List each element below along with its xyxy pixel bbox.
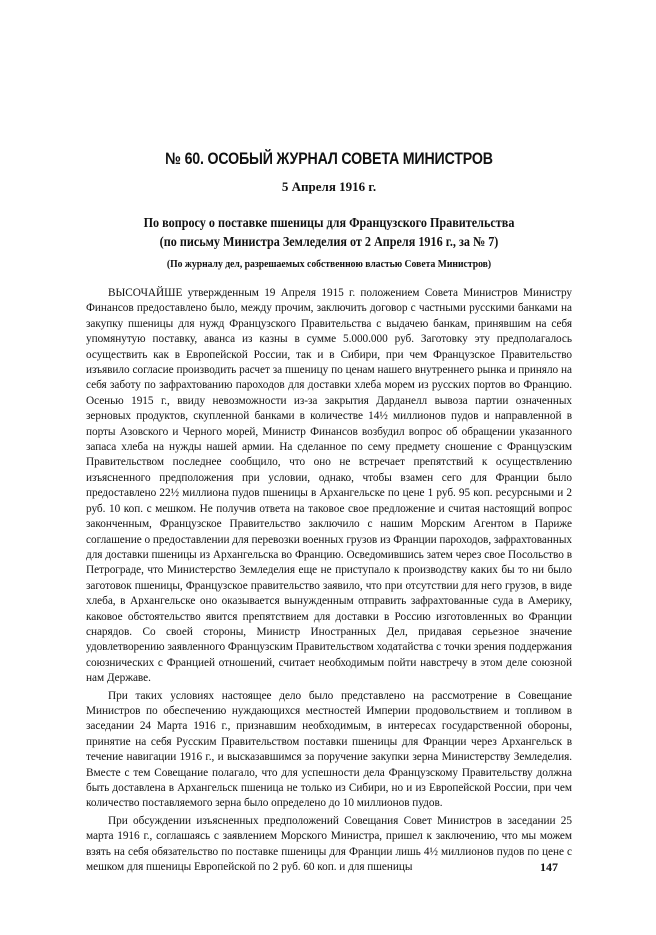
document-page — [86, 150, 572, 875]
document-subject — [86, 213, 572, 251]
document-title: № 60. ОСОБЫЙ ЖУРНАЛ СОВЕТА МИНИСТРОВ — [165, 150, 493, 168]
subject-line-2: (по письму Министра Земледелия от 2 Апреля 1916 г., за № 7) — [159, 234, 499, 249]
paragraph-2: При таких условиях настоящее дело было представлено на рассмотрение в Совещание Министров по обеспечению нуждающихся местностей Империи продовольствием и топливом в заседании 24 Марта 1916 г., признавшим необходимым, в интересах государственной обороны, принятие на себя Русским Правительством поставки пшеницы для Франции через Архангельск в течение навигации 1916 г., и высказавшимся за поручение закупки зерна Министерству Земледелия. Вместе с тем Совещание полагало, что для успешности дела Французскому Правительству должна быть доставлена в Архангельск пшеница не только из Сибири, но и из Европейской России, при чем количество поставляемого зерна было определено до 10 миллионов пудов. — [86, 689, 572, 810]
document-body — [86, 286, 572, 875]
document-date: 5 Апреля 1916 г. — [281, 179, 377, 194]
paragraph-3: При обсуждении изъясненных предположений Совещания Совет Министров в заседании 25 марта 1916 г., соглашаясь с заявлением Морского Министра, пришел к заключению, что мы можем взять на себя обязательство по поставке пшеницы для Франции лишь 4½ миллионов пудов по цене с мешком для пшеницы Европейской по 2 руб. 60 коп. и для пшеницы — [86, 814, 572, 874]
document-note: (По журналу дел, разрешаемых собственною властью Совета Министров) — [166, 259, 492, 270]
page-number: 147 — [540, 860, 558, 874]
subject-line-1: По вопросу о поставке пшеницы для Французского Правительства — [143, 215, 515, 230]
paragraph-1: ВЫСОЧАЙШЕ утвержденным 19 Апреля 1915 г. положением Совета Министров Министру Финансов предоставлено было, между прочим, заключить договор с частными русскими банками на закупку пшеницы для нужд Французского Правительства с выдачею банкам, принявшим на себя упомянутую поставку, аванса из казны в сумме 5.000.000 руб. Заготовку эту предполагалось осуществить как в Европейской России, так и в Сибири, при чем Французское Правительство изъявило согласие производить расчет за пшеницу по ценам нашего внутреннего рынка и приняло на себя заботу по зафрахтованию пароходов для доставки хлеба морем из русских портов во Францию. Осенью 1915 г., ввиду невозможности из-за закрытия Дарданелл вывоза партии означенных зерновых продуктов, скупленной банками в количестве 14½ миллионов пудов и направленной в порты Азовского и Черного морей, Министр Финансов возбудил вопрос об обращении указанного запаса хлеба на нужды нашей армии. На сделанное по сему предмету сношение с Французским Правительством последнее сообщило, что оно не встречает препятствий к осуществлению изъясненного предположения при условии, однако, чтобы взамен сего для Франции было предоставлено 22½ миллиона пудов пшеницы в Архангельске по цене 1 руб. 95 коп. ресурсными и 2 руб. 10 коп. с мешком. Не получив ответа на таковое свое предложение и считая настоящий вопрос законченным, Французское Правительство заключило с нашим Морским Агентом в Париже соглашение о предоставлении для перевозки военных грузов из Франции пароходов, зафрахтованных для доставки пшеницы из Архангельска во Францию. Осведомившись затем через свое Посольство в Петрограде, что Министерство Земледелия еще не приступало к производству каких бы то ни было заготовок пшеницы, Французское правительство заявило, что при отсутствии для него грузов, в виде хлеба, в Архангельске оно оказывается вынужденным отправить зафрахтованные суда в Америку, каковое обстоятельство явится препятствием для доставки в Россию изготовленных во Франции снарядов. Со своей стороны, Министр Иностранных Дел, придавая серьезное значение удовлетворению заявленного Французским Правительством ходатайства с точки зрения поддержания союзнических с Францией отношений, считает необходимым пойти навстречу в этом деле союзной нам Державе. — [86, 287, 572, 685]
